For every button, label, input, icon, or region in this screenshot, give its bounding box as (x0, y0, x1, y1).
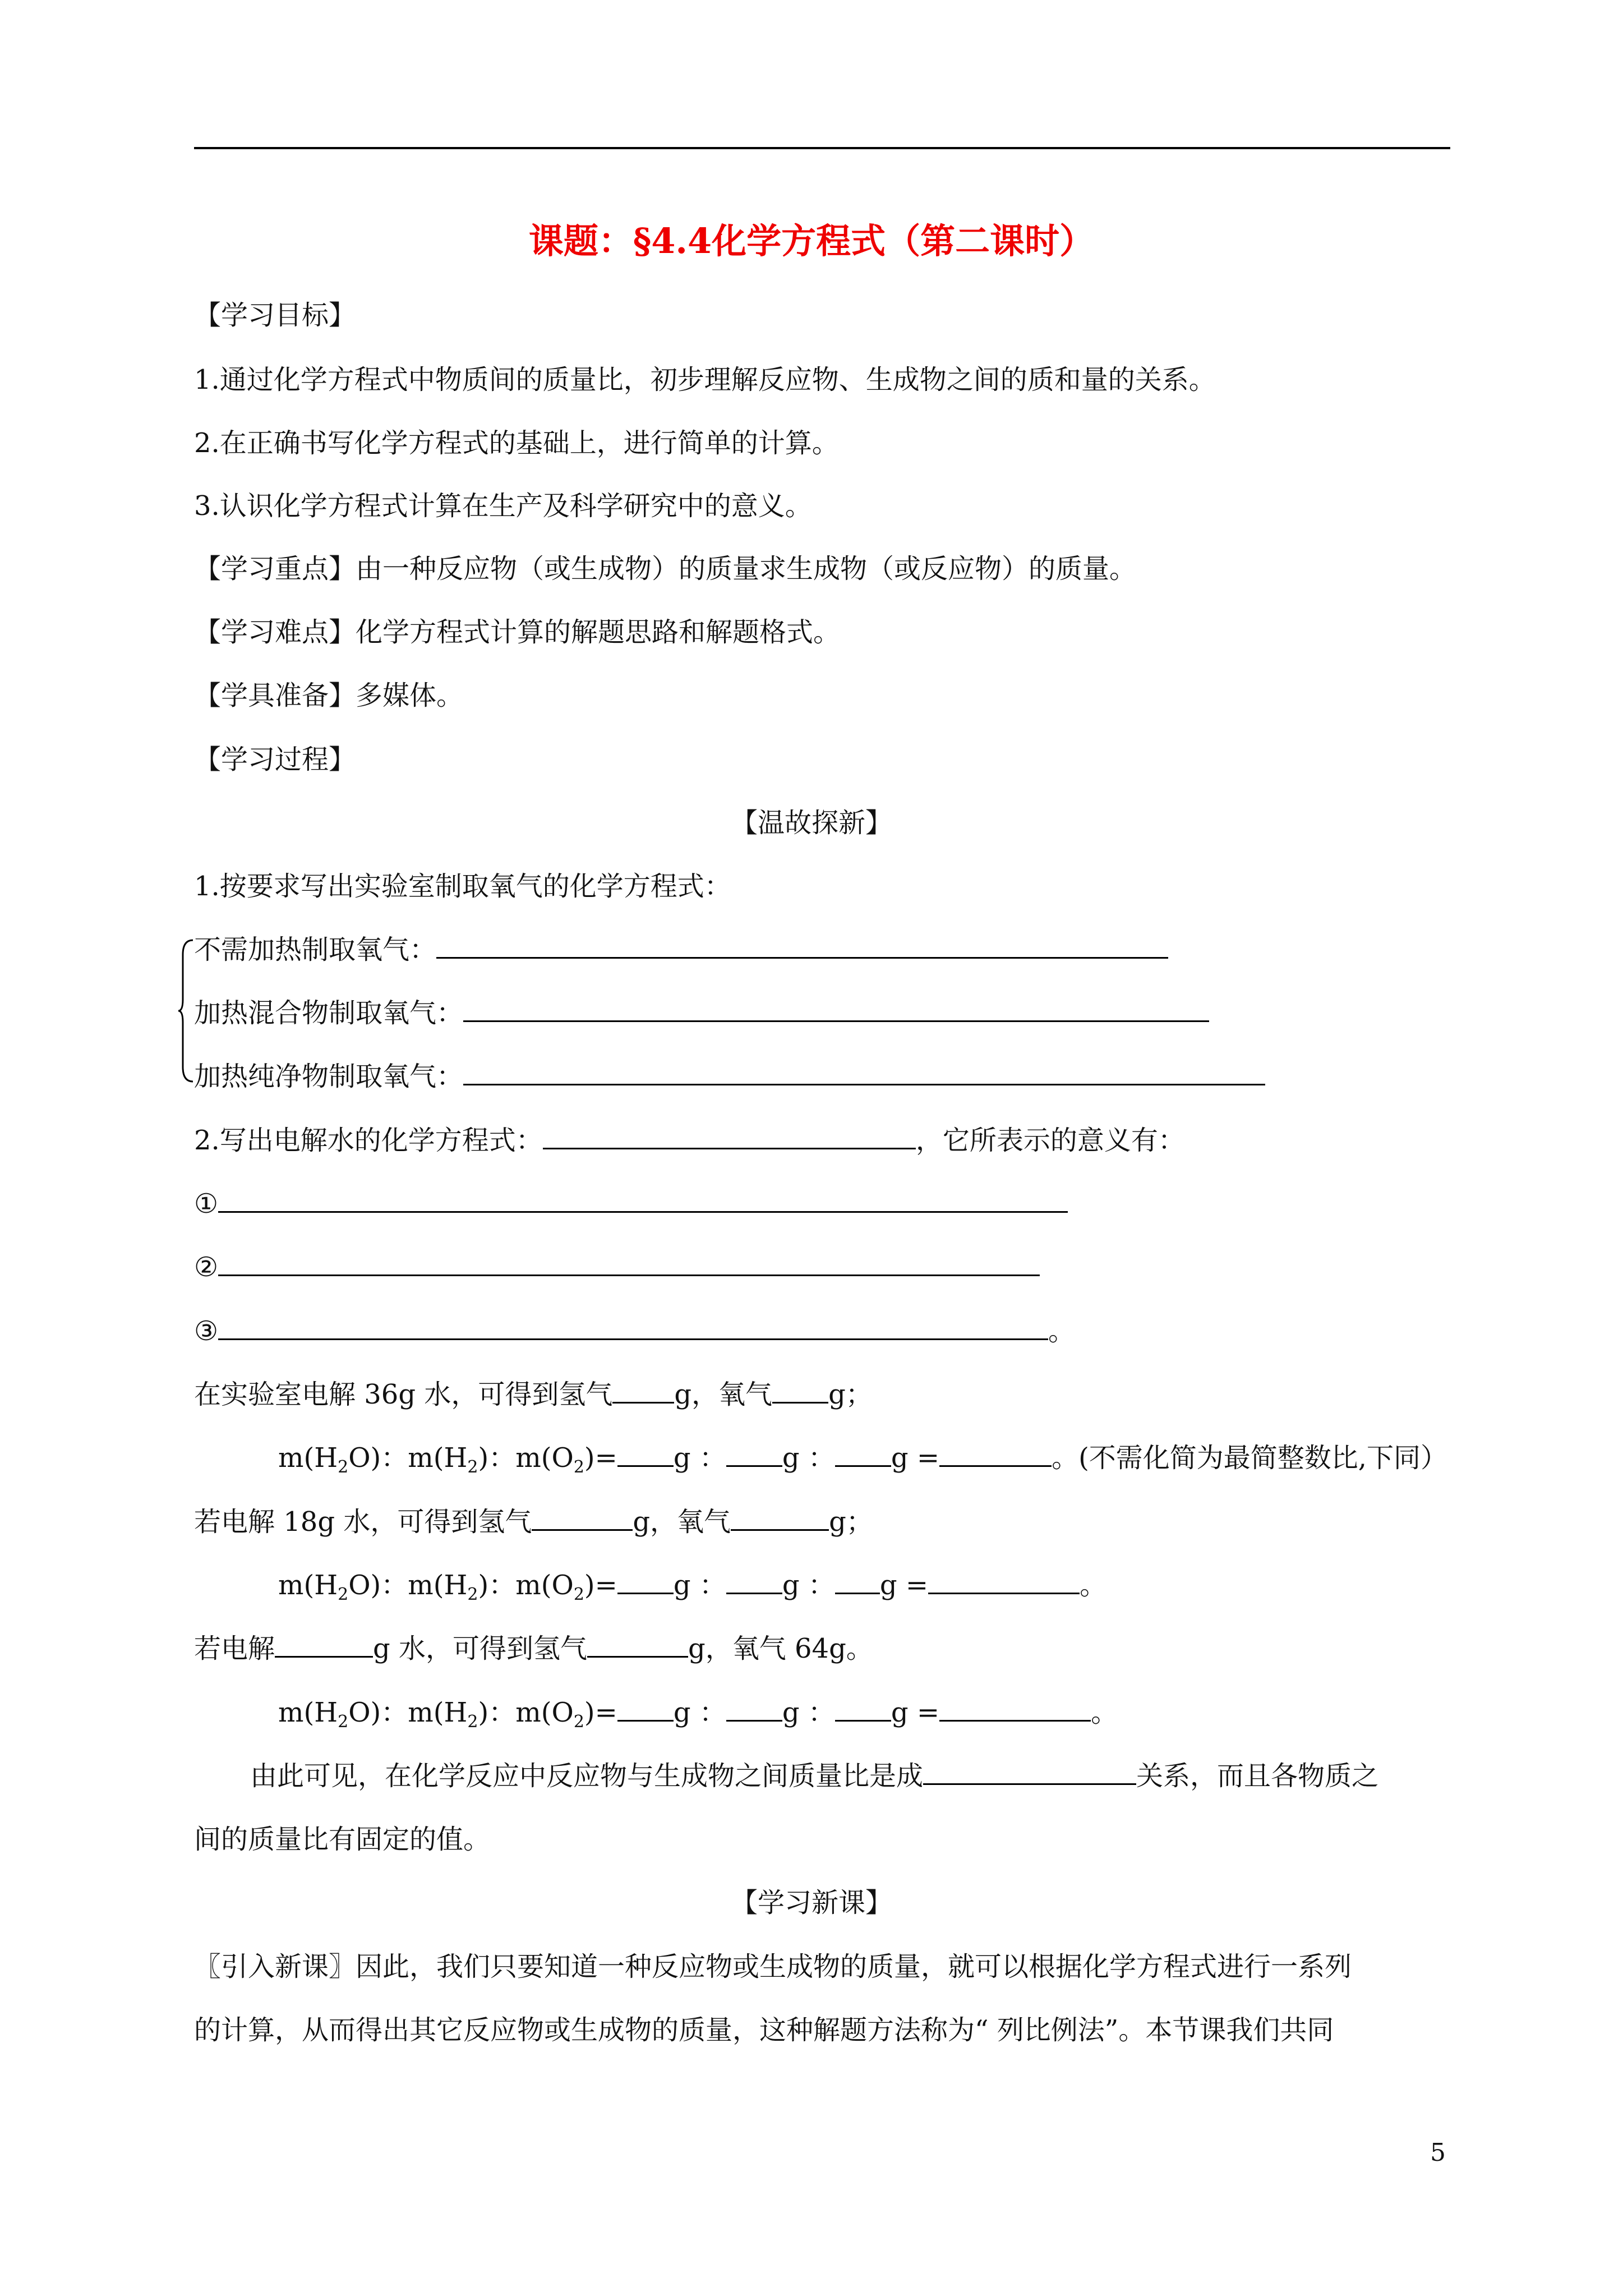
subscript: 2 (467, 1585, 478, 1604)
text: g ： (782, 1442, 835, 1474)
text: g； (828, 1379, 873, 1410)
answer-blank[interactable] (532, 1503, 633, 1531)
page-title: 课题：§4.4化学方程式（第二课时） (528, 220, 1095, 261)
text: g = (879, 1570, 929, 1601)
meaning-2 (194, 1249, 1040, 1285)
objective-2: 2.在正确书写化学方程式的基础上，进行简单的计算。 (194, 427, 839, 459)
subscript: 2 (573, 1712, 584, 1732)
objective-3: 3.认识化学方程式计算在生产及科学研究中的意义。 (194, 490, 812, 522)
text: g ： (673, 1697, 726, 1728)
new-lesson-heading: 【学习新课】 (730, 1887, 892, 1918)
text: 。(不需化简为最简整数比,下同） (1052, 1442, 1448, 1474)
text: O)：m(H (348, 1697, 468, 1728)
text: 若电解 18g 水，可得到氢气 (194, 1506, 532, 1538)
meaning-1 (194, 1185, 1068, 1222)
answer-blank[interactable] (436, 931, 1168, 959)
subscript: 2 (573, 1585, 584, 1604)
answer-blank[interactable] (543, 1122, 916, 1149)
q1-item-no-heat (194, 931, 1168, 968)
text: )：m(O (478, 1697, 574, 1728)
circled-number: ① (194, 1188, 219, 1220)
question-1: 1.按要求写出实验室制取氧气的化学方程式： (194, 871, 731, 902)
text: g ： (782, 1570, 835, 1601)
text: g； (829, 1506, 873, 1538)
objectives-heading: 【学习目标】 (194, 300, 356, 331)
mass-ratio-1 (278, 1439, 1447, 1485)
answer-blank[interactable] (923, 1757, 1136, 1785)
period: 。 (1091, 1697, 1118, 1728)
left-brace (177, 938, 194, 1084)
text: g，氧气 64g。 (688, 1633, 873, 1664)
period: 。 (1080, 1570, 1107, 1601)
text: g，氧气 (633, 1506, 731, 1538)
answer-blank[interactable] (835, 1439, 891, 1467)
q1-item-pure (194, 1058, 1265, 1094)
q1-item-label: 加热纯净物制取氧气： (194, 1061, 464, 1092)
difficulty: 【学习难点】化学方程式计算的解题思路和解题格式。 (194, 616, 841, 648)
text: g ： (673, 1570, 726, 1601)
text: 关系，而且各物质之 (1136, 1760, 1379, 1792)
review-heading: 【温故探新】 (730, 807, 892, 839)
answer-blank[interactable] (617, 1439, 674, 1467)
mass-ratio-3 (278, 1694, 1118, 1740)
answer-blank[interactable] (218, 1313, 1048, 1340)
subscript: 2 (338, 1585, 349, 1604)
circled-number: ② (194, 1251, 219, 1283)
q1-item-label: 不需加热制取氧气： (194, 934, 437, 965)
text: )= (584, 1570, 617, 1601)
objective-1: 1.通过化学方程式中物质间的质量比，初步理解反应物、生成物之间的质和量的关系。 (194, 364, 1216, 395)
text: g = (891, 1442, 940, 1474)
text: g = (891, 1697, 940, 1728)
subscript: 2 (467, 1457, 478, 1477)
text: g，氧气 (674, 1379, 773, 1410)
text: m(H (278, 1442, 338, 1474)
subscript: 2 (338, 1457, 349, 1477)
subscript: 2 (467, 1712, 478, 1732)
text: O)：m(H (348, 1570, 468, 1601)
answer-blank[interactable] (726, 1567, 782, 1594)
text: g ： (782, 1697, 835, 1728)
answer-blank[interactable] (772, 1376, 828, 1404)
meaning-3 (194, 1313, 1075, 1349)
subscript: 2 (338, 1712, 349, 1732)
answer-blank[interactable] (726, 1439, 782, 1467)
text: 在实验室电解 36g 水，可得到氢气 (194, 1379, 613, 1410)
text: g 水，可得到氢气 (373, 1633, 588, 1664)
answer-blank[interactable] (617, 1567, 674, 1594)
answer-blank[interactable] (218, 1185, 1068, 1213)
answer-blank[interactable] (275, 1630, 373, 1658)
answer-blank[interactable] (731, 1503, 829, 1531)
electrolysis-64g (194, 1630, 873, 1667)
electrolysis-18g (194, 1503, 873, 1540)
text: )：m(O (478, 1442, 574, 1474)
answer-blank[interactable] (835, 1694, 891, 1722)
conclusion-line-1 (250, 1757, 1378, 1794)
text: )：m(O (478, 1570, 574, 1601)
question-2 (194, 1122, 1185, 1158)
text: m(H (278, 1570, 338, 1601)
page-number: 5 (1430, 2138, 1446, 2167)
answer-blank[interactable] (939, 1694, 1091, 1722)
text: m(H (278, 1697, 338, 1728)
tools: 【学具准备】多媒体。 (194, 680, 464, 711)
conclusion-line-2: 间的质量比有固定的值。 (194, 1824, 491, 1855)
answer-blank[interactable] (835, 1567, 880, 1594)
answer-blank[interactable] (612, 1376, 674, 1404)
text: )= (584, 1697, 617, 1728)
text: 由此可见，在化学反应中反应物与生成物之间质量比是成 (250, 1760, 924, 1792)
text: g ： (673, 1442, 726, 1474)
answer-blank[interactable] (726, 1694, 782, 1722)
header-rule (194, 147, 1450, 149)
answer-blank[interactable] (617, 1694, 674, 1722)
q1-item-label: 加热混合物制取氧气： (194, 997, 464, 1029)
mass-ratio-2 (278, 1567, 1106, 1613)
q2-suffix: ，它所表示的意义有： (915, 1125, 1185, 1156)
text: 若电解 (194, 1633, 275, 1664)
intro-line-1: 〖引入新课〗因此，我们只要知道一种反应物或生成物的质量，就可以根据化学方程式进行一系列 (194, 1951, 1352, 1982)
answer-blank[interactable] (463, 1058, 1265, 1085)
answer-blank[interactable] (939, 1439, 1052, 1467)
key-point: 【学习重点】由一种反应物（或生成物）的质量求生成物（或反应物）的质量。 (194, 553, 1137, 585)
intro-line-2: 的计算，从而得出其它反应物或生成物的质量，这种解题方法称为“ 列比例法”。本节课我们共同 (194, 2014, 1334, 2046)
electrolysis-36g (194, 1376, 873, 1412)
answer-blank[interactable] (463, 995, 1209, 1022)
text: O)：m(H (348, 1442, 468, 1474)
q2-prefix: 2.写出电解水的化学方程式： (194, 1125, 543, 1156)
answer-blank[interactable] (928, 1567, 1080, 1594)
subscript: 2 (573, 1457, 584, 1477)
answer-blank[interactable] (218, 1249, 1040, 1276)
process-heading: 【学习过程】 (194, 744, 356, 775)
q1-item-mixture (194, 995, 1209, 1031)
answer-blank[interactable] (587, 1630, 688, 1658)
text: )= (584, 1442, 617, 1474)
period: 。 (1048, 1315, 1076, 1347)
circled-number: ③ (194, 1315, 219, 1347)
